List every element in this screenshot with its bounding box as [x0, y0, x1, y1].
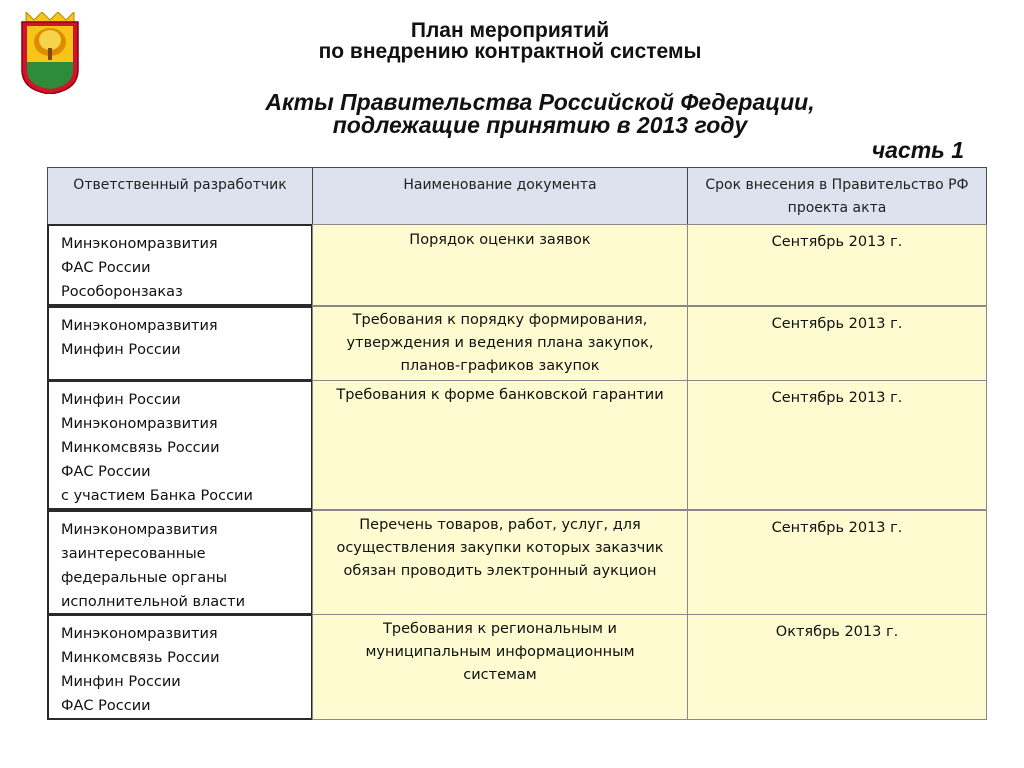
developer-name: с участием Банка России	[61, 488, 253, 504]
header-document-label: Наименование документа	[403, 177, 597, 193]
coat-of-arms-icon	[20, 12, 80, 94]
row-5-document	[312, 614, 688, 720]
row-2-developers	[47, 306, 313, 381]
document-name: Требования к региональным и	[383, 621, 617, 637]
header-developer-label: Ответственный разработчик	[73, 177, 287, 193]
developer-name: Минкомсвязь России	[61, 650, 220, 666]
developer-name: Минфин России	[61, 392, 181, 408]
developer-name: заинтересованные	[61, 546, 206, 562]
part-label: часть 1	[871, 137, 964, 163]
document-name: утверждения и ведения плана закупок,	[346, 335, 654, 351]
row-5-developers	[47, 614, 313, 720]
developer-name: Минэкономразвития	[61, 626, 218, 642]
subtitle-line-2: подлежащие принятию в 2013 году	[332, 112, 748, 138]
developer-name: ФАС России	[61, 698, 151, 714]
row-3-developers	[47, 380, 313, 510]
row-3-deadline	[687, 380, 987, 510]
row-4-developers	[47, 510, 313, 615]
developer-name: Рособоронзаказ	[61, 284, 183, 300]
header-deadline-label: Срок внесения в Правительство РФ проекта акта	[705, 177, 969, 216]
row-3-document	[312, 380, 688, 510]
header-deadline	[687, 167, 987, 225]
subtitle-line-1: Акты Правительства Российской Федерации,	[265, 89, 815, 115]
document-name: Порядок оценки заявок	[409, 232, 591, 248]
header-document	[312, 167, 688, 225]
document-name: Требования к порядку формирования,	[352, 312, 648, 328]
deadline-value: Сентябрь 2013 г.	[771, 520, 903, 536]
developer-name: федеральные органы	[61, 570, 228, 586]
developer-name: ФАС России	[61, 464, 151, 480]
deadline-value: Сентябрь 2013 г.	[771, 234, 903, 250]
developer-name: Минэкономразвития	[61, 416, 218, 432]
deadline-value: Сентябрь 2013 г.	[771, 316, 903, 332]
developer-name: ФАС России	[61, 260, 151, 276]
document-name: осуществления закупки которых заказчик	[336, 540, 664, 556]
document-name: Требования к форме банковской гарантии	[336, 387, 664, 403]
row-4-deadline	[687, 510, 987, 615]
developer-name: Минкомсвязь России	[61, 440, 220, 456]
developer-name: Минэкономразвития	[61, 522, 218, 538]
document-name: муниципальным информационным	[365, 644, 635, 660]
deadline-value: Октябрь 2013 г.	[775, 624, 899, 640]
document-name: Перечень товаров, работ, услуг, для	[359, 517, 641, 533]
developer-name: Минфин России	[61, 674, 181, 690]
developer-name: Минэкономразвития	[61, 236, 218, 252]
deadline-value: Сентябрь 2013 г.	[771, 390, 903, 406]
row-2-deadline	[687, 306, 987, 381]
row-1-developers	[47, 224, 313, 306]
row-1-document	[312, 224, 688, 306]
row-2-document	[312, 306, 688, 381]
page-title-line-1: План мероприятий	[410, 19, 610, 42]
developer-name: Минфин России	[61, 342, 181, 358]
row-5-deadline	[687, 614, 987, 720]
row-1-deadline	[687, 224, 987, 306]
row-4-document	[312, 510, 688, 615]
page-title-line-2: по внедрению контрактной системы	[318, 40, 702, 63]
developer-name: исполнительной власти	[61, 594, 246, 610]
document-name: обязан проводить электронный аукцион	[343, 563, 657, 579]
document-name: планов-графиков закупок	[400, 358, 600, 374]
document-name: системам	[463, 667, 537, 683]
developer-name: Минэкономразвития	[61, 318, 218, 334]
header-developer	[47, 167, 313, 225]
